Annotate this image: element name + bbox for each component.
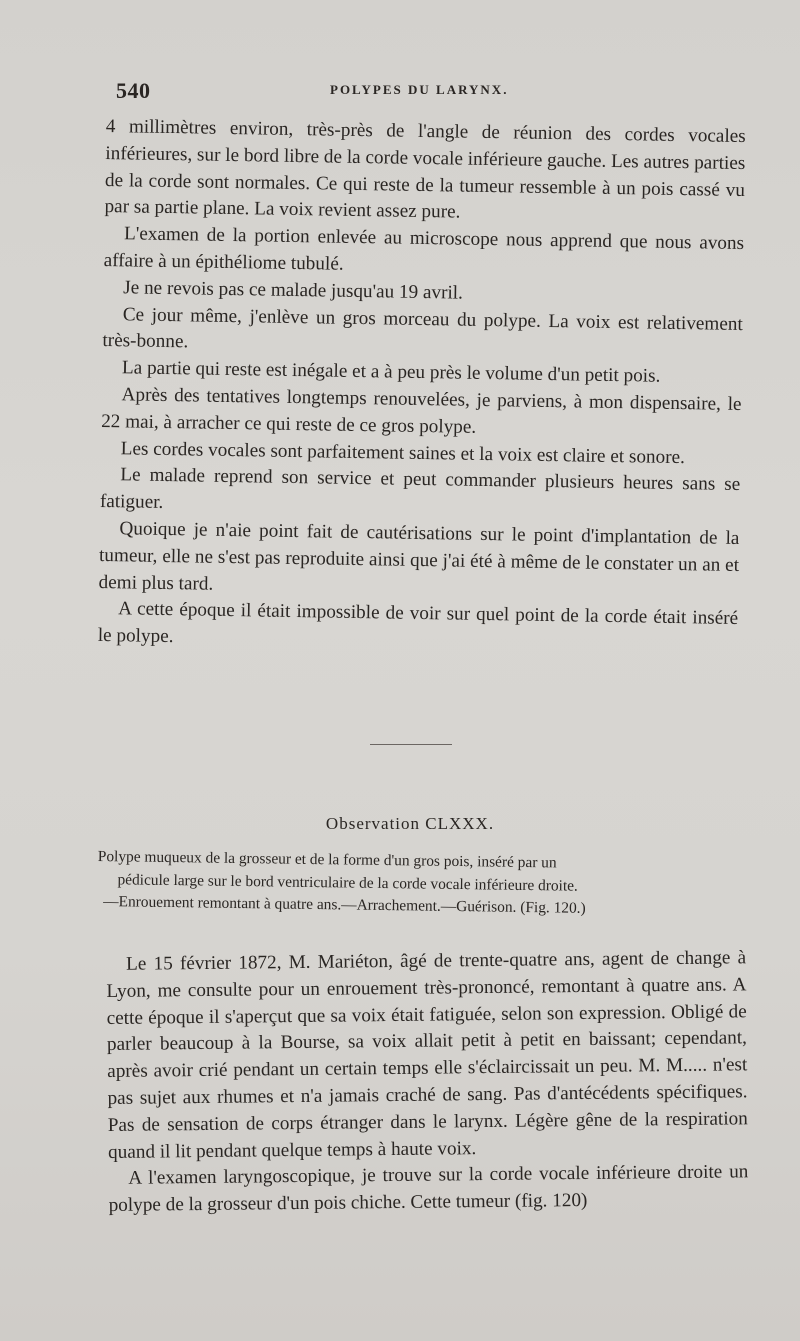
observation-title: Observation CLXXX. — [325, 814, 495, 833]
paragraph: L'examen de la portion enlevée au microscope nous apprend que nous avons affaire à un épithéliome tubulé. — [103, 223, 745, 275]
paragraph: Les cordes vocales sont parfaitement saines et la voix est claire et sonore. — [120, 437, 686, 468]
paragraph: La partie qui reste est inégale et a à peu près le volume d'un petit pois. — [121, 357, 661, 387]
page-header — [116, 78, 756, 108]
body-text-top — [98, 114, 746, 660]
paragraph: Quoique je n'aie point fait de cautérisations sur le point d'implantation de la tumeur, elle ne s'est pas reproduite ainsi que j'ai été à même de le constater un an et demi plus tard. — [98, 518, 740, 595]
body-text-bottom — [106, 945, 749, 1220]
paragraph: Après des tentatives longtemps renouvelées, je parviens, à mon dispensaire, le 22 mai, à arracher ce qui reste de ce gros polype. — [101, 384, 742, 438]
paragraph: A l'examen laryngoscopique, je trouve sur la corde vocale inférieure droite un polype de la grosseur d'un pois chiche. Cette tumeur (fig. 120) — [108, 1161, 749, 1217]
paragraph: Le 15 février 1872, M. Mariéton, âgé de trente-quatre ans, agent de change à Lyon, me consulte pour un enrouement très-prononcé, remontant à quatre ans. A cette époque il s'aperçut que sa voix était fatiguée, selon son expression. Obligé de parler beaucoup à la Bourse, sa voix allait petit à petit en baissant; cependant, après avoir crié pendant un certain temps elle s'éclaircissait un peu. M. M..... n'est pas sujet aux rhumes et n'a jamais craché de sang. Pas d'antécédents spécifiques. Pas de sensation de corps étranger dans le larynx. Légère gêne de la respiration quand il lit pendant quelque temps à haute voix. — [106, 947, 748, 1163]
paragraph: Je ne revois pas ce malade jusqu'au 19 avril. — [123, 277, 464, 304]
summary-line: Polype muqueux de la grosseur et de la forme d'un gros pois, inséré par un — [97, 847, 557, 872]
summary-line: pédicule large sur le bord ventriculaire de la corde vocale inférieure droite. — [117, 870, 578, 895]
summary-line: —Enrouement remontant à quatre ans.—Arrachement.—Guérison. (Fig. 120.) — [103, 893, 586, 917]
running-head: POLYPES DU LARYNX. — [330, 82, 509, 97]
section-divider — [370, 744, 452, 745]
paragraph: Ce jour même, j'enlève un gros morceau du polype. La voix est relativement très-bonne. — [102, 303, 743, 353]
paragraph: A cette époque il était impossible de voir sur quel point de la corde était inséré le polype. — [97, 598, 739, 648]
page-number: 540 — [116, 78, 151, 103]
paragraph: Le malade reprend son service et peut commander plusieurs heures sans se fatiguer. — [99, 464, 741, 514]
paragraph: 4 millimètres environ, très-près de l'angle de réunion des cordes vocales inférieures, sur le bord libre de la corde vocale inférieure gauche. Les autres parties de la corde sont normales. Ce qui reste de la tumeur ressemble à un pois cassé vu par sa partie plane. La voix revient assez pure. — [104, 115, 746, 223]
observation-summary — [97, 846, 738, 922]
